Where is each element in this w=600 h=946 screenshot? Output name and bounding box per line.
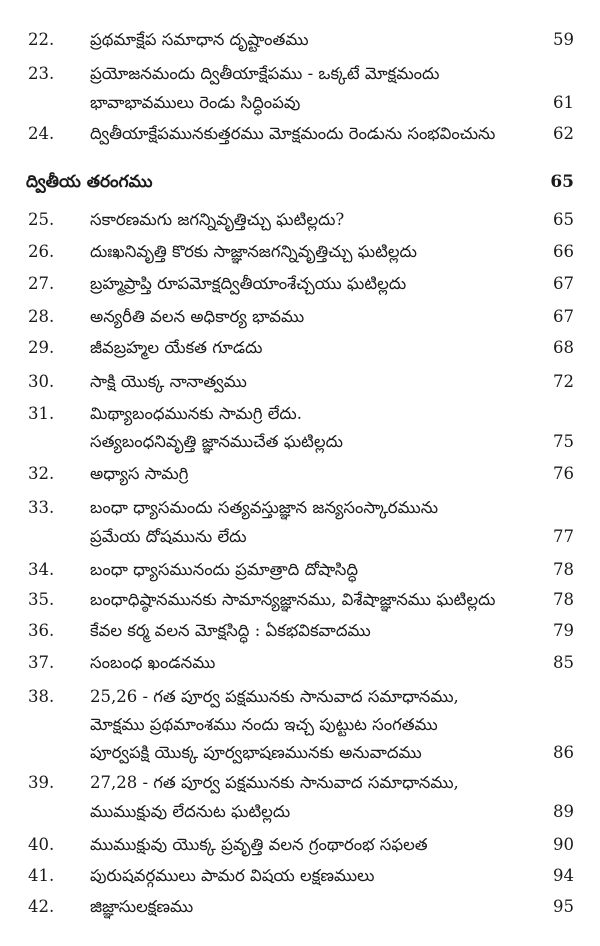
entry-title: 25,26 - గత పూర్వ పక్షమునకు సానువాద సమాధానము, (90, 687, 459, 706)
entry-title: ప్రమేయ దోషమును లేదు (90, 527, 247, 546)
entry-number: 34. (28, 560, 55, 579)
entry-title: కేవల కర్మ వలన మోక్షసిద్ధి : ఏకభవికవాదము (90, 621, 371, 640)
entry-page-number: 59 (553, 30, 574, 49)
entry-page-number: 78 (553, 560, 574, 579)
entry-title: పూర్వపక్షి యొక్క పూర్వభాషణమునకు అనువాదము (90, 743, 422, 762)
entry-number: 32. (28, 464, 55, 483)
entry-title: అన్యరీతి వలన అధికార్య భావము (90, 307, 305, 326)
entry-page-number: 67 (553, 274, 574, 293)
entry-title: సంబంధ ఖండనము (90, 653, 216, 672)
entry-page-number: 94 (553, 866, 574, 885)
entry-number: 37. (28, 653, 55, 672)
entry-number: 35. (28, 590, 55, 609)
entry-page-number: 68 (553, 338, 574, 357)
entry-title: 27,28 - గత పూర్వ పక్షమునకు సానువాద సమాధానము, (90, 773, 459, 792)
entry-page-number: 65 (553, 210, 574, 229)
entry-title: పురుషవర్గములు పామర విషయ లక్షణములు (90, 866, 375, 885)
entry-title: దుఃఖనివృత్తి కొరకు సాజ్ఞానజగన్నివృత్తిచ్చు ఘటిల్లదు (90, 242, 417, 261)
entry-title: జిజ్ఞాసులక్షణము (90, 897, 194, 916)
entry-title: బంధా ధ్యాసమునందు ప్రమాత్రాది దోషాసిద్ధి (90, 560, 359, 579)
entry-number: 27. (28, 274, 55, 293)
entry-title: అధ్యాస సామగ్రి (90, 464, 189, 483)
entry-page-number: 77 (553, 527, 574, 546)
entry-page-number: 67 (553, 307, 574, 326)
entry-title: సత్యబంధనివృత్తి జ్ఞానముచేత ఘటిల్లదు (90, 432, 343, 451)
entry-page-number: 78 (553, 590, 574, 609)
section-page-number: 65 (550, 172, 574, 192)
entry-page-number: 79 (553, 621, 574, 640)
entry-title: ముముక్షువు యొక్క ప్రవృత్తి వలన గ్రంథారంభ సఫలత (90, 835, 428, 854)
entry-page-number: 62 (553, 124, 574, 143)
entry-title: భావాభావములు రెండు సిద్ధింపవు (90, 93, 301, 112)
entry-page-number: 95 (553, 897, 574, 916)
section-title: ద్వితీయ తరంగము (26, 172, 153, 192)
entry-title: ముముక్షువు లేదనుట ఘటిల్లదు (90, 802, 291, 821)
entry-title: మోక్షము ప్రథమాంశము నందు ఇచ్చ పుట్టుట సంగతము (90, 715, 438, 734)
entry-title: బంధా ధ్యాసమందు సత్యవస్తుజ్ఞాన జన్యసంస్కారమును (90, 498, 439, 517)
entry-number: 23. (28, 64, 55, 83)
entry-title: ప్రథమాక్షేప సమాధాన దృష్టాంతము (90, 30, 309, 49)
entry-number: 31. (28, 404, 55, 423)
entry-page-number: 66 (553, 242, 574, 261)
entry-number: 36. (28, 621, 55, 640)
entry-title: ప్రయోజనమందు ద్వితీయాక్షేపము - ఒక్కటే మోక్షమందు (90, 64, 440, 83)
entry-page-number: 90 (553, 835, 574, 854)
entry-page-number: 75 (553, 432, 574, 451)
entry-title: జీవబ్రహ్మల యేకత గూడదు (90, 338, 263, 357)
entry-page-number: 86 (553, 743, 574, 762)
entry-page-number: 76 (553, 464, 574, 483)
entry-page-number: 72 (553, 372, 574, 391)
entry-number: 24. (28, 124, 55, 143)
entry-number: 26. (28, 242, 55, 261)
entry-number: 33. (28, 498, 55, 517)
entry-title: బంధాధిష్ఠానమునకు సామాన్యజ్ఞానము, విశేషాజ్ఞానము ఘటిల్లదు (90, 590, 496, 609)
entry-page-number: 61 (553, 93, 574, 112)
entry-number: 39. (28, 773, 55, 792)
entry-title: బ్రహ్మప్రాప్తి రూపమోక్షద్వితీయాంశేచ్చయు ఘటిల్లదు (90, 274, 407, 293)
entry-number: 41. (28, 866, 55, 885)
entry-number: 29. (28, 338, 55, 357)
entry-title: మిథ్యాబంధమునకు సామగ్రి లేదు. (90, 404, 303, 423)
entry-number: 40. (28, 835, 55, 854)
entry-number: 22. (28, 30, 55, 49)
entry-title: సాక్షి యొక్క నానాత్వము (90, 372, 247, 391)
entry-page-number: 89 (553, 802, 574, 821)
entry-number: 38. (28, 687, 55, 706)
entry-number: 42. (28, 897, 55, 916)
entry-page-number: 85 (553, 653, 574, 672)
entry-number: 30. (28, 372, 55, 391)
entry-number: 28. (28, 307, 55, 326)
entry-title: ద్వితీయాక్షేపమునకుత్తరము మోక్షమందు రెండును సంభవించును (90, 124, 496, 143)
entry-title: సకారణమగు జగన్నివృత్తిచ్చు ఘటిల్లదు? (90, 210, 345, 229)
entry-number: 25. (28, 210, 55, 229)
